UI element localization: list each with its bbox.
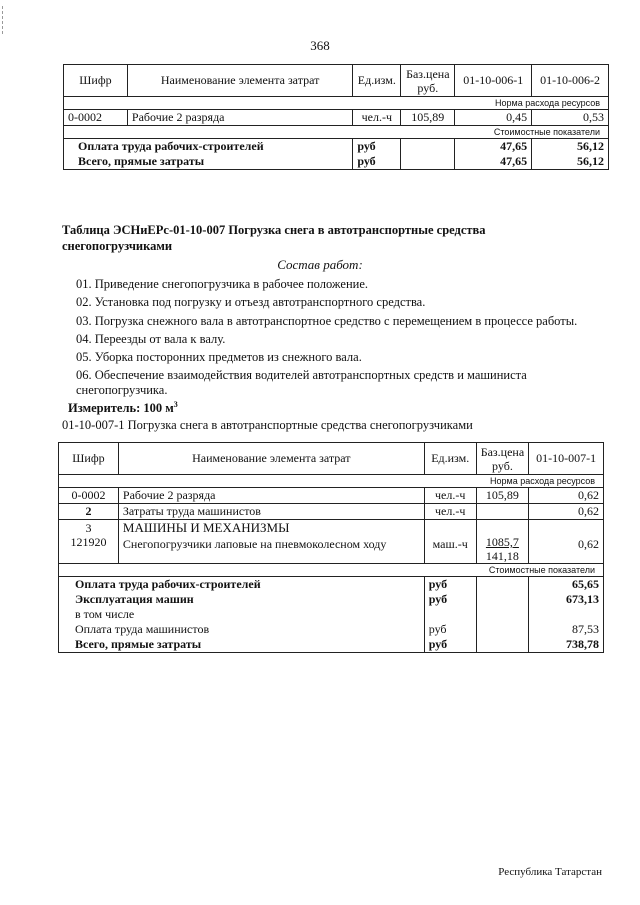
work-item: 06. Обеспечение взаимодействия водителей автотранспортных средств и машиниста <box>76 368 527 382</box>
header-name: Наименование элемента затрат <box>118 443 424 475</box>
cell-price: 105,89 <box>476 488 528 504</box>
total-name: Оплата труда рабочих-строителей <box>59 577 425 593</box>
subtotal-unit: руб <box>424 637 476 653</box>
header-col1: 01-10-007-1 <box>529 443 604 475</box>
norm-label: Норма расхода ресурсов <box>59 475 604 488</box>
cell-unit: чел.-ч <box>424 488 476 504</box>
total-name: Эксплуатация машин <box>59 592 425 607</box>
composition-label: Состав работ: <box>277 257 363 272</box>
header-code: Шифр <box>64 65 128 97</box>
cell-value1: 0,45 <box>455 110 532 126</box>
total-row <box>59 592 604 607</box>
work-item: 04. Переезды от вала к валу. <box>76 332 226 346</box>
cell-unit: маш.-ч <box>424 520 476 564</box>
norm-label: Норма расхода ресурсов <box>64 97 609 110</box>
header-name: Наименование элемента затрат <box>127 65 352 97</box>
footer-region: Республика Татарстан <box>498 866 602 878</box>
cell-name <box>118 520 424 564</box>
header-unit: Ед.изм. <box>353 65 401 97</box>
work-item: 05. Уборка посторонних предметов из снежного вала. <box>76 350 362 364</box>
cell-value: 0,62 <box>529 520 604 564</box>
table-row-machines <box>59 520 604 564</box>
total-name: Оплата труда рабочих-строителей <box>64 139 353 155</box>
in-that-label: в том числе <box>59 607 425 622</box>
subtotal-value: 738,78 <box>529 637 604 653</box>
machines-section-label: МАШИНЫ И МЕХАНИЗМЫ <box>122 520 290 535</box>
section-title-line1: Таблица ЭСНиЕРс-01-10-007 Погрузка снега в автотранспортные средства <box>62 223 486 237</box>
table-header-row <box>64 65 609 97</box>
cell-value2: 0,53 <box>532 110 609 126</box>
cell-name: Рабочие 2 разряда <box>127 110 352 126</box>
total-value2: 56,12 <box>532 139 609 155</box>
header-unit: Ед.изм. <box>424 443 476 475</box>
subtotal-row <box>59 622 604 637</box>
machine-code: 121920 <box>70 535 107 549</box>
cost-label: Стоимостные показатели <box>59 564 604 577</box>
subtotal-caption-row <box>59 607 604 622</box>
table-header-row <box>59 443 604 475</box>
subtotal-value: 87,53 <box>529 622 604 637</box>
subtotal-unit: руб <box>424 622 476 637</box>
subtotal-row <box>59 637 604 653</box>
table-01-10-006 <box>63 64 609 170</box>
section-title-line2: снегопогрузчиками <box>62 239 173 253</box>
table-row <box>64 110 609 126</box>
total-row <box>64 154 609 170</box>
total-unit: руб <box>424 577 476 593</box>
cell-name: Рабочие 2 разряда <box>118 488 424 504</box>
table-row <box>59 504 604 520</box>
header-price: Баз.цена руб. <box>401 65 455 97</box>
cost-label: Стоимостные показатели <box>64 126 609 139</box>
header-code: Шифр <box>59 443 119 475</box>
total-value: 65,65 <box>529 577 604 593</box>
header-col1: 01-10-006-1 <box>455 65 532 97</box>
cost-label-row <box>59 564 604 577</box>
table-row <box>59 488 604 504</box>
measure-unit <box>68 400 178 416</box>
machine-price-top: 1085,7 <box>485 535 519 549</box>
work-item: 02. Установка под погрузку и отъезд автотранспортного средства. <box>76 295 426 309</box>
work-item-continued: снегопогрузчика. <box>76 383 168 397</box>
machine-price-bottom: 141,18 <box>485 549 519 563</box>
header-col2: 01-10-006-2 <box>532 65 609 97</box>
header-price: Баз.цена руб. <box>476 443 528 475</box>
measure-text: Измеритель: 100 м <box>68 401 174 416</box>
total-value1: 47,65 <box>455 139 532 155</box>
cell-code <box>59 520 119 564</box>
total-value: 673,13 <box>529 592 604 607</box>
machine-name: Снегопогрузчики лаповые на пневмоколесном ходу <box>122 537 387 551</box>
cell-value: 0,62 <box>529 504 604 520</box>
norm-label-row <box>59 475 604 488</box>
total-unit: руб <box>353 139 401 155</box>
cell-unit: чел.-ч <box>424 504 476 520</box>
section-title <box>62 222 522 254</box>
cell-value: 0,62 <box>529 488 604 504</box>
cell-price: 105,89 <box>401 110 455 126</box>
cost-label-row <box>64 126 609 139</box>
total-value1: 47,65 <box>455 154 532 170</box>
total-name: Всего, прямые затраты <box>64 154 353 170</box>
measure-superscript: 3 <box>173 400 178 409</box>
work-item: 03. Погрузка снежного вала в автотранспортное средство с перемещением в процессе работы. <box>76 314 578 328</box>
machines-section-code: 3 <box>85 521 92 535</box>
cell-code: 0-0002 <box>64 110 128 126</box>
subtotal-name: Оплата труда машинистов <box>59 622 425 637</box>
cell-code: 0-0002 <box>59 488 119 504</box>
cell-unit: чел.-ч <box>353 110 401 126</box>
cell-price <box>476 520 528 564</box>
total-row <box>59 577 604 593</box>
table-01-10-007 <box>58 442 604 653</box>
subtotal-name: Всего, прямые затраты <box>59 637 425 653</box>
cell-name: Затраты труда машинистов <box>118 504 424 520</box>
page-number: 368 <box>310 38 330 53</box>
total-unit: руб <box>353 154 401 170</box>
scan-margin-mark <box>2 6 4 34</box>
work-item: 01. Приведение снегопогрузчика в рабочее положение. <box>76 277 369 291</box>
cell-code: 2 <box>59 504 119 520</box>
total-row <box>64 139 609 155</box>
norm-label-row <box>64 97 609 110</box>
total-value2: 56,12 <box>532 154 609 170</box>
total-unit: руб <box>424 592 476 607</box>
norm-code-line: 01-10-007-1 Погрузка снега в автотранспортные средства снегопогрузчиками <box>62 418 473 432</box>
cell-price <box>476 504 528 520</box>
